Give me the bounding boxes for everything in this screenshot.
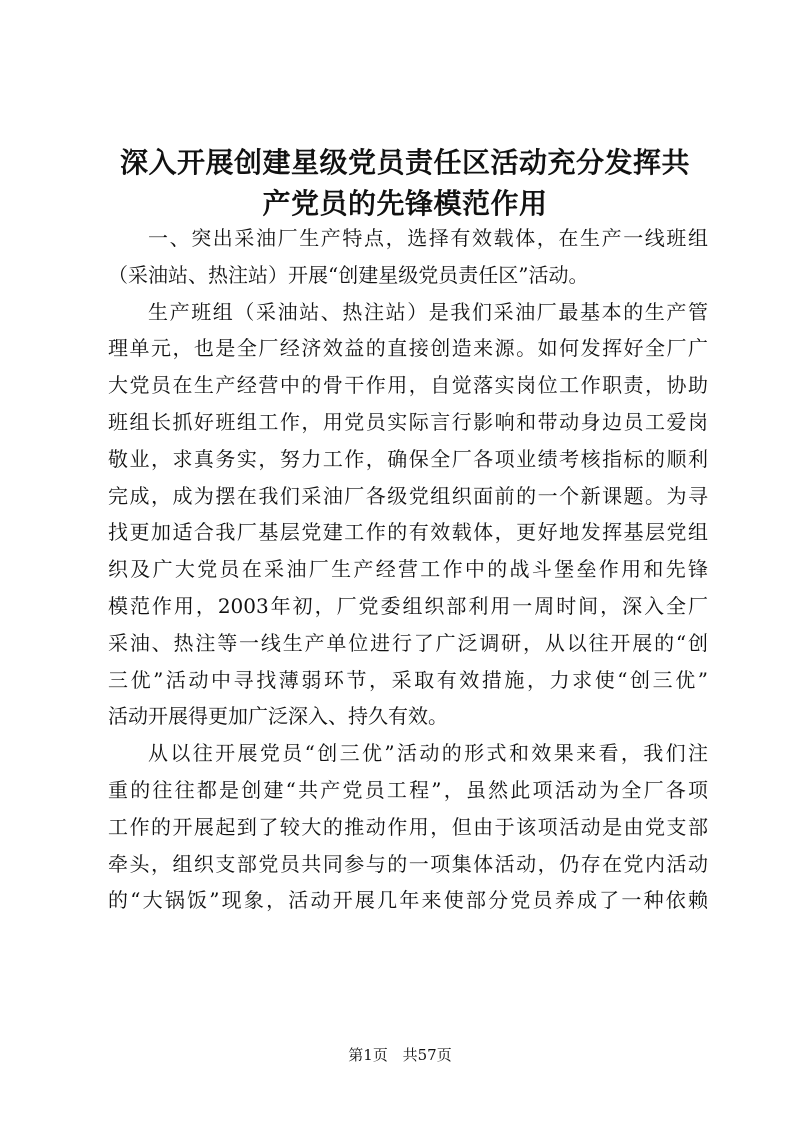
paragraph-2 xyxy=(108,294,708,736)
paragraph-line: 采油、热注等一线生产单位进行了广泛调研，从以往开展的“创 xyxy=(108,630,708,655)
paragraph-line: 织及广大党员在采油厂生产经营工作中的战斗堡垒作用和先锋 xyxy=(108,557,708,582)
document-body xyxy=(108,220,708,919)
paragraph-line: 重的往往都是创建“共产党员工程”，虽然此项活动为全厂各项 xyxy=(108,777,708,802)
paragraph-line: 牵头，组织支部党员共同参与的一项集体活动，仍存在党内活动 xyxy=(108,851,708,876)
paragraph-line: 找更加适合我厂基层党建工作的有效载体，更好地发挥基层党组 xyxy=(108,520,708,545)
paragraph-line: 完成，成为摆在我们采油厂各级党组织面前的一个新课题。为寻 xyxy=(108,483,708,508)
paragraph-1 xyxy=(108,220,708,294)
page-number: 第1页 xyxy=(348,1046,388,1064)
paragraph-line: 敬业，求真务实，努力工作，确保全厂各项业绩考核指标的顺利 xyxy=(108,446,708,471)
paragraph-line: 三优”活动中寻找薄弱环节，采取有效措施，力求使“创三优” xyxy=(108,667,708,692)
paragraph-line: 工作的开展起到了较大的推动作用，但由于该项活动是由党支部 xyxy=(108,814,708,839)
paragraph-line: 的“大锅饭”现象，活动开展几年来使部分党员养成了一种依赖 xyxy=(108,888,708,913)
paragraph-line: （采油站、热注站）开展“创建星级党员责任区”活动。 xyxy=(108,262,589,287)
paragraph-line: 理单元，也是全厂经济效益的直接创造来源。如何发挥好全厂广 xyxy=(108,336,708,361)
document-title xyxy=(100,142,710,224)
paragraph-line: 活动开展得更加广泛深入、持久有效。 xyxy=(108,704,448,729)
paragraph-line: 生产班组（采油站、热注站）是我们采油厂最基本的生产管 xyxy=(148,299,708,324)
page-footer xyxy=(0,1045,800,1065)
title-line-2: 产党员的先锋模范作用 xyxy=(262,187,548,220)
paragraph-line: 从以往开展党员“创三优”活动的形式和效果来看，我们注 xyxy=(148,741,708,766)
paragraph-line: 一、突出采油厂生产特点，选择有效载体，在生产一线班组 xyxy=(148,226,708,250)
title-line-1: 深入开展创建星级党员责任区活动充分发挥共 xyxy=(119,146,690,179)
paragraph-3 xyxy=(108,735,708,919)
paragraph-line: 大党员在生产经营中的骨干作用，自觉落实岗位工作职责，协助 xyxy=(108,373,708,398)
page-total: 共57页 xyxy=(402,1046,452,1064)
paragraph-line: 班组长抓好班组工作，用党员实际言行影响和带动身边员工爱岗 xyxy=(108,409,708,434)
paragraph-line: 模范作用，2003年初，厂党委组织部利用一周时间，深入全厂 xyxy=(108,593,708,618)
